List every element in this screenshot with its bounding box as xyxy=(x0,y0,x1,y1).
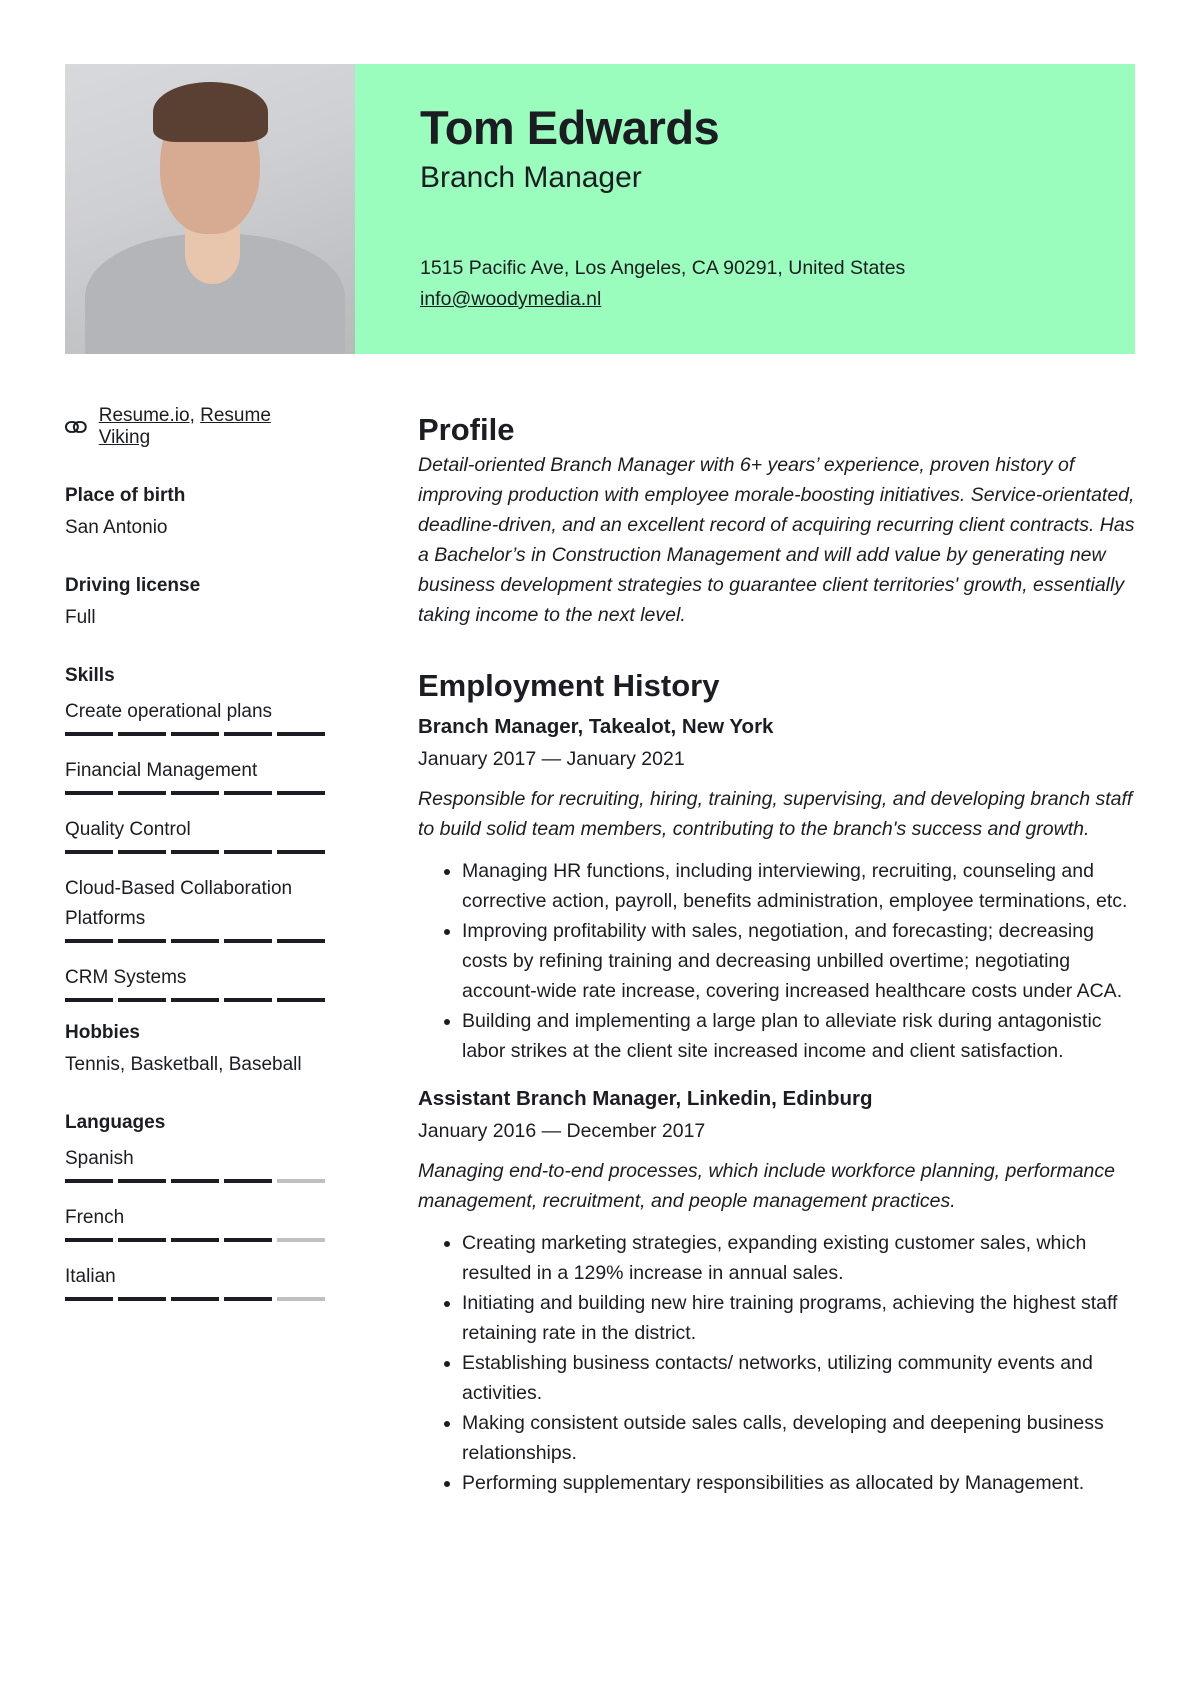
skill-level-bar xyxy=(65,850,325,854)
language-level-bar xyxy=(65,1179,325,1183)
address: 1515 Pacific Ave, Los Angeles, CA 90291, United States xyxy=(420,257,906,279)
level-segment xyxy=(224,1297,272,1301)
level-segment xyxy=(65,850,113,854)
level-segment xyxy=(171,939,219,943)
driving-license-value: Full xyxy=(65,607,96,628)
jobs-list xyxy=(418,712,1138,1498)
level-segment xyxy=(118,732,166,736)
level-segment xyxy=(65,732,113,736)
email-link[interactable]: info@woodymedia.nl xyxy=(420,288,602,310)
level-segment xyxy=(224,939,272,943)
level-segment xyxy=(171,732,219,736)
level-segment xyxy=(277,998,325,1002)
language-name: French xyxy=(65,1207,125,1228)
level-segment xyxy=(224,732,272,736)
job-bullet: • Creating marketing strategies, expanding existing customer sales, which resulted in a 129% increase in annual sales. xyxy=(462,1228,1138,1288)
language-name: Italian xyxy=(65,1266,116,1287)
job-summary: Responsible for recruiting, hiring, training, supervising, and developing branch staff to build solid team members, contributing to the branch's success and growth. xyxy=(418,788,1133,840)
employment-heading: Employment History xyxy=(418,668,720,703)
level-segment xyxy=(277,1297,325,1301)
level-segment xyxy=(65,939,113,943)
level-segment xyxy=(171,1297,219,1301)
level-segment xyxy=(224,850,272,854)
candidate-title: Branch Manager xyxy=(420,161,642,194)
job-summary: Managing end-to-end processes, which include workforce planning, performance management, recruitment, and people management practices. xyxy=(418,1160,1115,1212)
job-bullet: • Building and implementing a large plan to alleviate risk during antagonistic labor strikes at the client site increased income and client satisfaction. xyxy=(462,1006,1138,1066)
skill-name: Create operational plans xyxy=(65,701,273,722)
candidate-name: Tom Edwards xyxy=(420,101,720,154)
job-title: Assistant Branch Manager, Linkedin, Edinburg xyxy=(418,1087,873,1110)
place-of-birth-label: Place of birth xyxy=(65,485,186,506)
level-segment xyxy=(224,1179,272,1183)
profile-text: Detail-oriented Branch Manager with 6+ years’ experience, proven history of improving production with employee morale-boosting initiatives. Service-orientated, deadline-driven, and an excellent record of acquiring recurring client contracts. Has a Bachelor’s in Construction Management and will add value by generating new business development strategies to guarantee client territories' growth, essentially taking income to the next level. xyxy=(418,454,1135,626)
skill-level-bar xyxy=(65,939,325,943)
job-bullet: • Performing supplementary responsibilities as allocated by Management. xyxy=(462,1468,1138,1498)
link-resume-viking[interactable]: Resume Viking xyxy=(98,405,271,448)
level-segment xyxy=(118,1179,166,1183)
job-entry xyxy=(418,712,1138,1066)
level-segment xyxy=(224,1238,272,1242)
job-dates: January 2017 — January 2021 xyxy=(418,748,685,770)
hobbies-value: Tennis, Basketball, Baseball xyxy=(65,1054,302,1075)
sidebar xyxy=(65,405,325,1321)
language-level-bar xyxy=(65,1238,325,1242)
level-segment xyxy=(277,1179,325,1183)
job-bullets xyxy=(462,856,1138,1066)
skill-level-bar xyxy=(65,998,325,1002)
level-segment xyxy=(171,850,219,854)
links-row: Resume.io, Resume Viking xyxy=(65,405,325,449)
level-segment xyxy=(277,1238,325,1242)
languages-list xyxy=(65,1144,325,1301)
profile-heading: Profile xyxy=(418,412,515,447)
level-segment xyxy=(224,998,272,1002)
skill-level-bar xyxy=(65,791,325,795)
level-segment xyxy=(224,791,272,795)
level-segment xyxy=(277,791,325,795)
job-bullet: • Improving profitability with sales, negotiation, and forecasting; decreasing costs by refining training and decreasing unbilled overtime; negotiating account-wide rate increase, covering increased healthcare costs under ACA. xyxy=(462,916,1138,1006)
job-dates: January 2016 — December 2017 xyxy=(418,1120,706,1142)
level-segment xyxy=(65,1179,113,1183)
level-segment xyxy=(171,1238,219,1242)
job-bullet: • Making consistent outside sales calls, developing and deepening business relationships. xyxy=(462,1408,1138,1468)
level-segment xyxy=(118,1238,166,1242)
level-segment xyxy=(171,791,219,795)
resume-header xyxy=(65,64,1135,354)
skill-name: CRM Systems xyxy=(65,967,187,988)
link-icon xyxy=(65,421,87,433)
level-segment xyxy=(65,791,113,795)
level-segment xyxy=(118,998,166,1002)
level-segment xyxy=(118,791,166,795)
link-resume-io[interactable]: Resume.io xyxy=(98,405,190,426)
profile-photo xyxy=(65,64,355,354)
languages-label: Languages xyxy=(65,1112,166,1133)
skills-list xyxy=(65,697,325,1002)
level-segment xyxy=(118,850,166,854)
level-segment xyxy=(118,939,166,943)
skill-name: Cloud-Based Collaboration Platforms xyxy=(65,878,293,929)
level-segment xyxy=(277,850,325,854)
skill-name: Quality Control xyxy=(65,819,191,840)
job-entry xyxy=(418,1084,1138,1498)
level-segment xyxy=(118,1297,166,1301)
skills-label: Skills xyxy=(65,665,115,686)
job-title: Branch Manager, Takealot, New York xyxy=(418,715,774,738)
level-segment xyxy=(65,998,113,1002)
job-bullets xyxy=(462,1228,1138,1498)
job-bullet: • Managing HR functions, including interviewing, recruiting, counseling and corrective action, payroll, benefits administration, employee terminations, etc. xyxy=(462,856,1138,916)
job-bullet: • Establishing business contacts/ networks, utilizing community events and activities. xyxy=(462,1348,1138,1408)
language-name: Spanish xyxy=(65,1148,134,1169)
level-segment xyxy=(65,1238,113,1242)
skill-name: Financial Management xyxy=(65,760,258,781)
level-segment xyxy=(65,1297,113,1301)
driving-license-label: Driving license xyxy=(65,575,201,596)
skill-level-bar xyxy=(65,732,325,736)
main-content xyxy=(418,410,1138,1498)
hobbies-label: Hobbies xyxy=(65,1022,140,1043)
place-of-birth-value: San Antonio xyxy=(65,517,168,538)
level-segment xyxy=(277,939,325,943)
level-segment xyxy=(277,732,325,736)
level-segment xyxy=(171,1179,219,1183)
language-level-bar xyxy=(65,1297,325,1301)
level-segment xyxy=(171,998,219,1002)
job-bullet: • Initiating and building new hire training programs, achieving the highest staff retaining rate in the district. xyxy=(462,1288,1138,1348)
